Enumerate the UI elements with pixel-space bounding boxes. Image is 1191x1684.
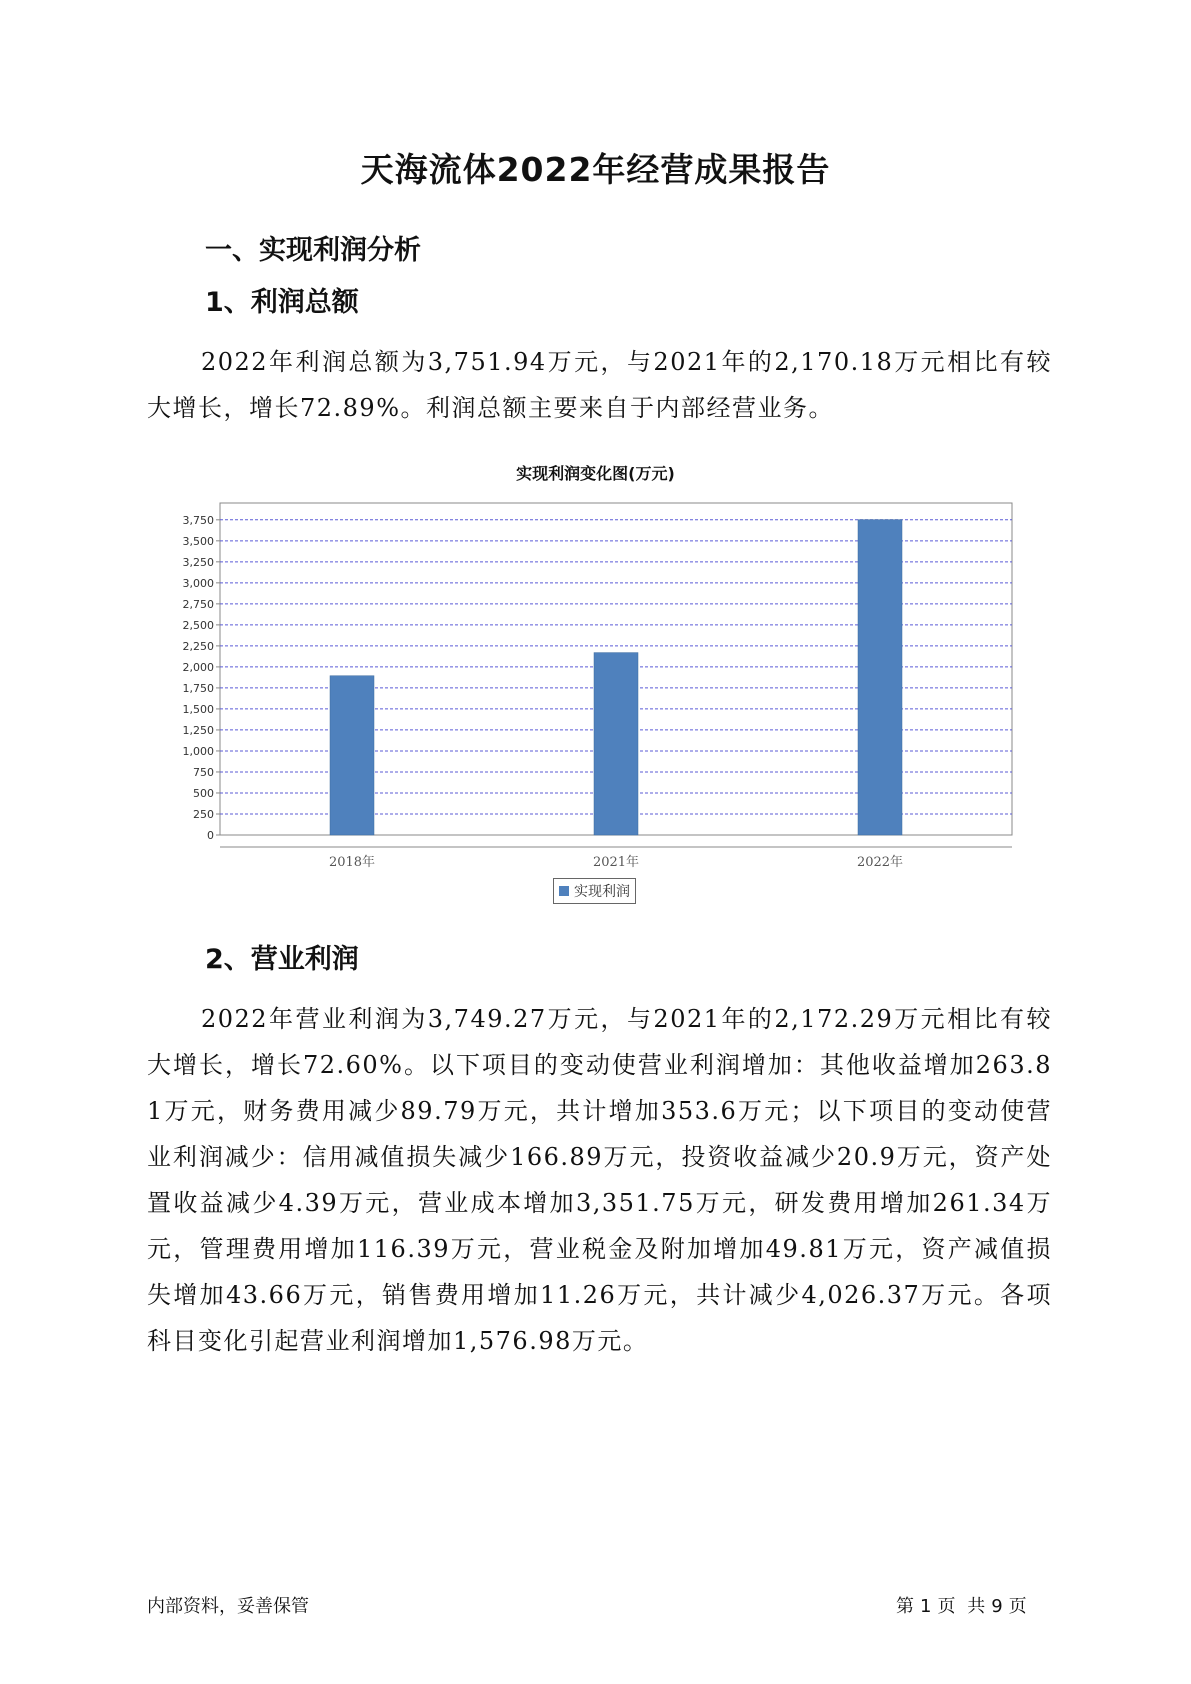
y-tick-label: 3,000 bbox=[182, 576, 214, 590]
total-prefix: 共 bbox=[967, 1596, 986, 1617]
x-tick-label: 2022年 bbox=[856, 855, 904, 870]
bar-2021年 bbox=[594, 653, 638, 835]
y-tick-label: 1,500 bbox=[182, 702, 214, 716]
section-heading-profit-analysis: 一、实现利润分析 bbox=[205, 235, 421, 266]
footer-confidential-note: 内部资料，妥善保管 bbox=[147, 1596, 309, 1617]
legend-swatch bbox=[559, 886, 569, 896]
y-tick-label: 3,750 bbox=[182, 513, 214, 527]
y-tick-label: 750 bbox=[193, 765, 214, 779]
chart-title: 实现利润变化图(万元) bbox=[516, 464, 675, 483]
footer-page-indicator bbox=[893, 1592, 1030, 1618]
y-tick-label: 1,750 bbox=[182, 681, 214, 695]
y-tick-label: 250 bbox=[193, 807, 214, 821]
page-number: 1 bbox=[920, 1596, 932, 1617]
bar-2022年 bbox=[858, 520, 902, 835]
operating-profit-paragraph: 2022年营业利润为3,749.27万元，与2021年的2,172.29万元相比有较大增长，增长72.60%。以下项目的变动使营业利润增加：其他收益增加263.81万元，财务费用减少89.79万元，共计增加353.6万元；以下项目的变动使营业利润减少：信用减值损失减少166.89万元，投资收益减少20.9万元，资产处置收益减少4.39万元，营业成本增加3,351.75万元，研发费用增加261.34万元，管理费用增加116.39万元，营业税金及附加增加49.81万元，资产减值损失增加43.66万元，销售费用增加11.26万元，共计减少4,026.37万元。各项科目变化引起营业利润增加1,576.98万元。 bbox=[147, 1005, 1052, 1355]
chart-legend bbox=[553, 878, 636, 904]
y-tick-label: 3,250 bbox=[182, 555, 214, 569]
y-tick-label: 2,500 bbox=[182, 618, 214, 632]
y-tick-label: 2,750 bbox=[182, 597, 214, 611]
profit-bar-chart bbox=[160, 495, 1020, 885]
y-tick-label: 3,500 bbox=[182, 534, 214, 548]
y-tick-label: 2,250 bbox=[182, 639, 214, 653]
bar-2018年 bbox=[330, 676, 374, 835]
y-tick-label: 1,000 bbox=[182, 744, 214, 758]
x-tick-label: 2018年 bbox=[328, 855, 376, 870]
subsection-heading-operating-profit: 2、营业利润 bbox=[205, 944, 359, 975]
legend-label: 实现利润 bbox=[574, 884, 630, 900]
y-tick-label: 2,000 bbox=[182, 660, 214, 674]
page-prefix: 第 bbox=[896, 1596, 914, 1617]
total-suffix: 页 bbox=[1008, 1596, 1027, 1617]
page-suffix: 页 bbox=[937, 1596, 956, 1617]
x-tick-label: 2021年 bbox=[592, 855, 640, 870]
subsection-heading-total-profit: 1、利润总额 bbox=[205, 287, 359, 318]
total-profit-paragraph: 2022年利润总额为3,751.94万元，与2021年的2,170.18万元相比有较大增长，增长72.89%。利润总额主要来自于内部经营业务。 bbox=[147, 348, 1052, 422]
y-tick-label: 500 bbox=[193, 786, 214, 800]
document-title: 天海流体2022年经营成果报告 bbox=[360, 150, 831, 189]
y-tick-label: 0 bbox=[207, 829, 214, 842]
total-pages: 9 bbox=[991, 1596, 1003, 1617]
y-tick-label: 1,250 bbox=[182, 723, 214, 737]
